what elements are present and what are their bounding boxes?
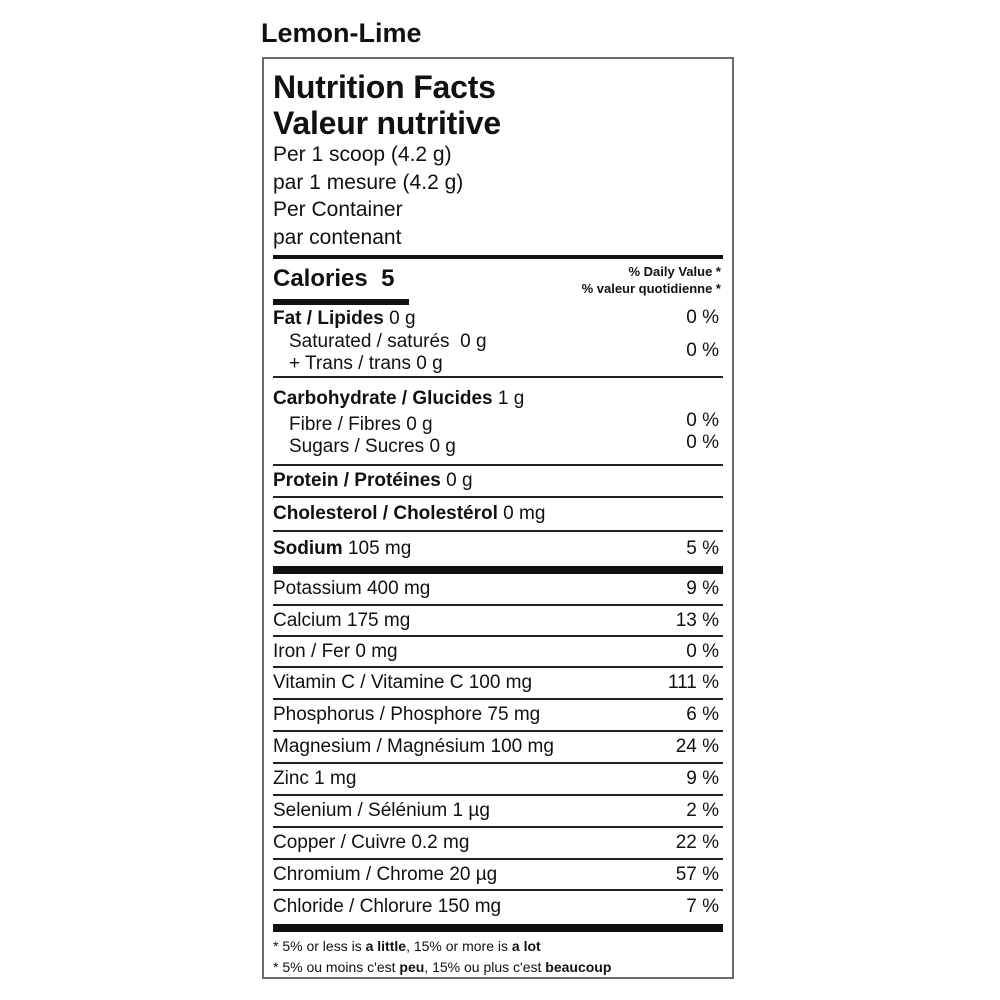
carb-lines [273, 384, 524, 458]
footnote-fr-c: , 15% ou plus c'est [424, 959, 546, 975]
fat-lines [273, 307, 487, 375]
sodium-row [273, 532, 723, 566]
mineral-row-phosphorus [273, 700, 723, 732]
mineral-row-zinc [273, 764, 723, 796]
daily-value-en: % Daily Value * [628, 264, 721, 279]
serving-size-en: Per 1 scoop (4.2 g) [273, 143, 452, 166]
mineral-pct: 57 % [675, 863, 719, 885]
mineral-pct: 2 % [686, 800, 719, 821]
cholesterol-text [273, 503, 545, 525]
mineral-row-selenium [273, 796, 723, 828]
carb-line [273, 384, 524, 414]
sodium-pct: 5 % [686, 538, 719, 559]
divider-heavy-footer [273, 924, 723, 932]
sugars-label: Sugars / Sucres [289, 436, 425, 457]
mineral-label: Magnesium / Magnésium 100 mg [273, 736, 554, 757]
protein-label: Protein / Protéines [273, 470, 441, 491]
footnote-french [273, 957, 723, 978]
carb-pcts [686, 410, 723, 464]
trans-line [273, 353, 487, 375]
daily-value-fr: % valeur quotidienne * [581, 281, 721, 296]
mineral-row-calcium [273, 606, 723, 637]
fat-label: Fat / Lipides [273, 307, 384, 329]
carb-label: Carbohydrate / Glucides [273, 388, 493, 409]
nutrition-facts-panel [262, 57, 734, 979]
mineral-label: Iron / Fer 0 mg [273, 640, 398, 662]
saturated-label: Saturated / saturés [289, 330, 450, 352]
mineral-row-copper [273, 828, 723, 860]
title-french: Valeur nutritive [273, 105, 501, 141]
serving-size-fr: par 1 mesure (4.2 g) [273, 170, 464, 194]
sugars-line [273, 436, 524, 458]
footnote-fr-a: * 5% ou moins c'est [273, 959, 400, 975]
fat-line [273, 307, 487, 331]
mineral-label: Selenium / Sélénium 1 µg [273, 800, 490, 821]
mineral-pct: 6 % [686, 704, 719, 725]
sat-trans-pct: 0 % [686, 340, 719, 361]
fat-pct: 0 % [686, 307, 719, 328]
fibre-amount: 0 g [406, 414, 433, 435]
mineral-pct: 9 % [686, 768, 719, 789]
footnote-fr-b: peu [399, 959, 425, 975]
mineral-label: Copper / Cuivre 0.2 mg [273, 832, 470, 853]
fat-pcts [686, 305, 723, 376]
carbohydrate-group [273, 378, 723, 466]
mineral-pct: 22 % [675, 832, 719, 853]
mineral-label: Chloride / Chlorure 150 mg [273, 895, 502, 917]
mineral-label: Potassium 400 mg [273, 578, 431, 599]
fibre-label: Fibre / Fibres [289, 414, 401, 435]
minerals-list [273, 574, 723, 922]
sugars-pct: 0 % [686, 432, 719, 453]
footnote-en-c: , 15% or more is [406, 938, 512, 954]
fibre-pct: 0 % [686, 410, 719, 431]
calories-value: 5 [381, 265, 395, 292]
fibre-line [273, 414, 524, 436]
mineral-label: Calcium 175 mg [273, 609, 411, 631]
calories-text [273, 259, 409, 293]
mineral-pct: 9 % [686, 578, 719, 599]
mineral-label: Zinc 1 mg [273, 768, 357, 789]
cholesterol-label: Cholesterol / Cholestérol [273, 503, 498, 524]
protein-text [273, 470, 473, 492]
mineral-label: Chromium / Chrome 20 µg [273, 863, 498, 885]
title-english: Nutrition Facts [273, 69, 496, 105]
sodium-label: Sodium [273, 538, 343, 559]
calories-row [273, 259, 723, 305]
trans-amount: 0 g [416, 352, 443, 374]
protein-amount: 0 g [446, 470, 473, 491]
mineral-row-potassium [273, 574, 723, 606]
cholesterol-row [273, 498, 723, 532]
flavor-heading: Lemon-Lime [261, 18, 422, 48]
cholesterol-amount: 0 mg [503, 503, 546, 524]
mineral-row-magnesium [273, 732, 723, 764]
mineral-pct: 7 % [686, 895, 719, 917]
calories-label: Calories [273, 265, 368, 292]
footnote [273, 932, 723, 978]
mineral-row-vitamin-c [273, 668, 723, 700]
mineral-row-chromium [273, 860, 723, 891]
saturated-amount: 0 g [460, 330, 487, 352]
sodium-amount: 105 mg [347, 538, 412, 559]
saturated-line [273, 331, 487, 353]
footnote-fr-d: beaucoup [545, 959, 612, 975]
daily-value-header [582, 259, 723, 297]
trans-label: + Trans / trans [289, 352, 411, 374]
mineral-row-iron [273, 637, 723, 668]
calories-block [273, 259, 409, 305]
footnote-en-a: * 5% or less is [273, 938, 366, 954]
sugars-amount: 0 g [429, 436, 456, 457]
mineral-label: Phosphorus / Phosphore 75 mg [273, 704, 541, 725]
mineral-pct: 0 % [686, 640, 719, 662]
protein-row [273, 466, 723, 498]
divider-heavy [273, 566, 723, 574]
carb-amount: 1 g [497, 388, 525, 409]
footnote-en-b: a little [365, 938, 407, 954]
calories-underline [273, 299, 409, 305]
servings-per-container-en: Per Container [273, 198, 403, 221]
fat-amount: 0 g [389, 307, 416, 329]
mineral-row-chloride [273, 891, 723, 922]
servings-per-container-fr: par contenant [273, 225, 402, 249]
mineral-pct: 13 % [675, 609, 719, 631]
footnote-english [273, 936, 723, 957]
sodium-text [273, 538, 411, 560]
footnote-en-d: a lot [511, 938, 541, 954]
mineral-pct: 111 % [667, 672, 719, 693]
fat-group [273, 305, 723, 378]
mineral-label: Vitamin C / Vitamine C 100 mg [273, 672, 533, 693]
mineral-pct: 24 % [675, 736, 719, 757]
